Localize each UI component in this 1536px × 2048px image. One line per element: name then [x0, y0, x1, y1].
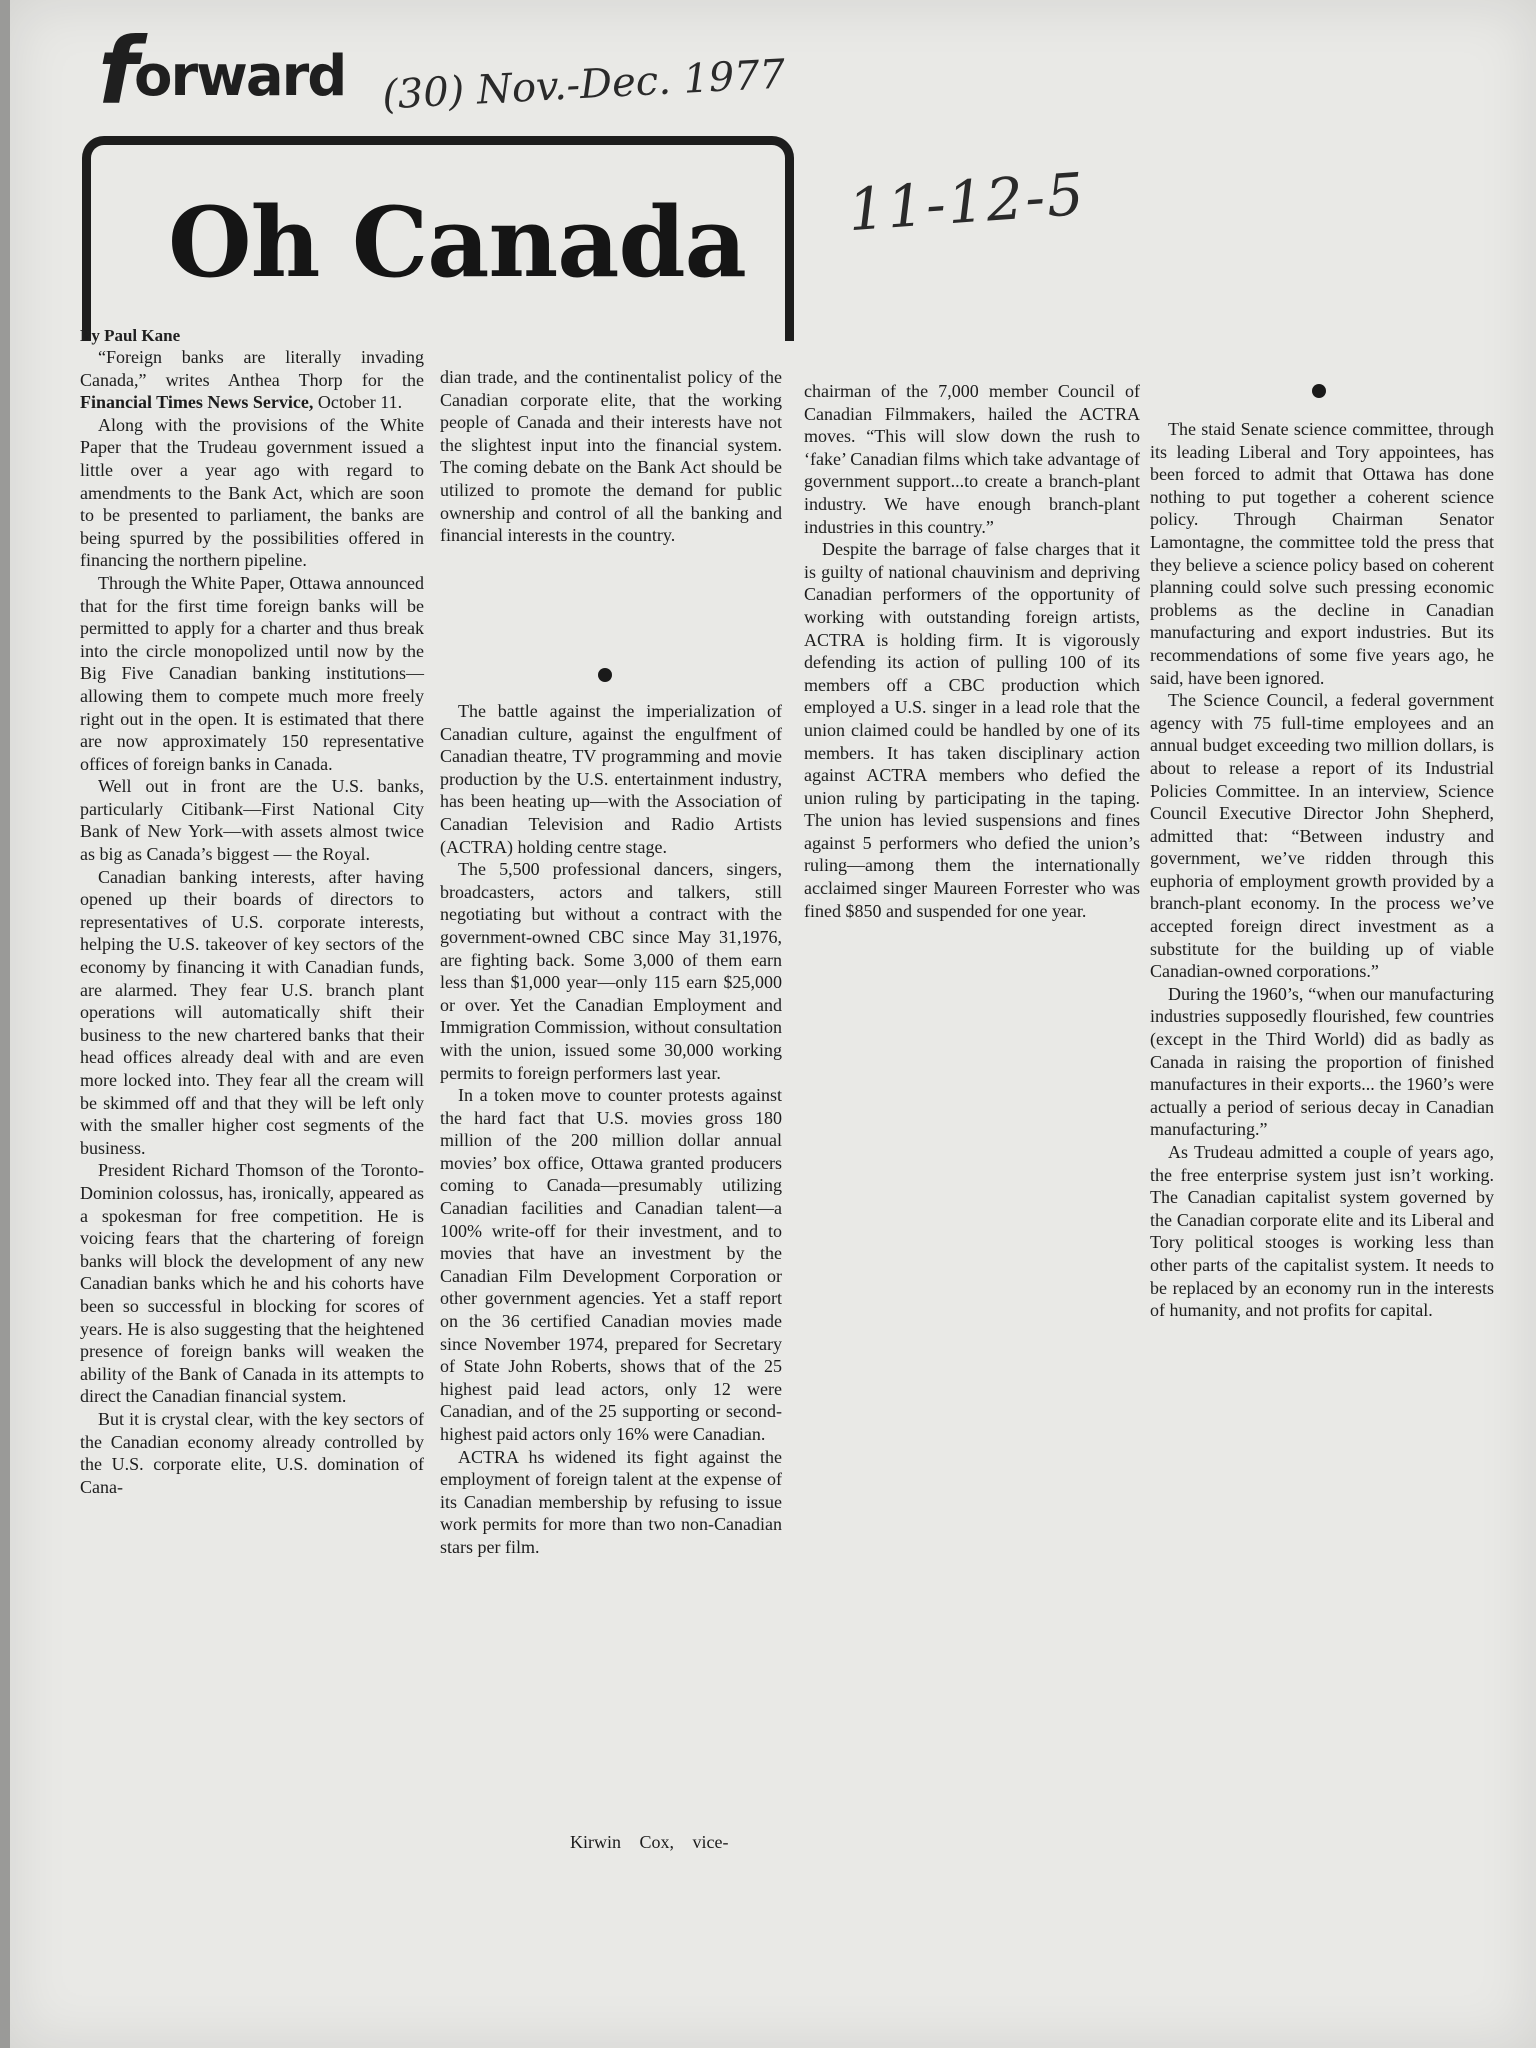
col2-para: The battle against the imperialization of Canadian culture, against the engulfment of Canadian theatre, TV programming and movie production by the U.S. entertainment industry, has been heating up—with the Association of Canadian Television and Radio Artists (ACTRA) holding centre stage.: [440, 701, 782, 857]
article-column-3: [804, 380, 1140, 922]
col4-para: The Science Council, a federal government agency with 75 full-time employees and an annual budget exceeding two million dollars, is about to release a report of its Industrial Policies Committee. In an interview, Science Council Executive Director John Shepherd, admitted that: “Between industry and government, we’ve ridden through this euphoria of employment growth provided by a branch-plant economy. In the process we’ve accepted foreign direct investment as a substitute for the building up of viable Canadian-owned corporations.”: [1150, 690, 1494, 982]
section-bullet: [1312, 384, 1326, 398]
article-headline: Oh Canada: [168, 186, 746, 299]
article-column-1: [80, 346, 424, 1498]
col3-para: chairman of the 7,000 member Council of Canadian Filmmakers, hailed the ACTRA moves. “This will slow down the rush to ‘fake’ Canadian films which take advantage of government support...to create a branch-plant industry. We have enough branch-plant industries in this country.”: [804, 381, 1140, 537]
col2-para: The 5,500 professional dancers, singers, broadcasters, actors and talkers, still negotiating but without a contract with the government-owned CBC since May 31,1976, are fighting back. Some 3,000 of them earn less than $1,000 year—only 115 earn $25,000 or over. Yet the Canadian Employment and Immigration Commission, without consultation with the union, issued some 30,000 working permits to foreign performers last year.: [440, 859, 782, 1083]
col1-para: President Richard Thomson of the Toronto-Dominion colossus, has, ironically, appeared as a spokesman for free competition. He is voicing fears that the chartering of foreign banks will block the development of any new Canadian banks which he and his cohorts have been so successful in blocking for scores of years. He is also suggesting that the heightened presence of foreign banks will weaken the ability of the Bank of Canada in its attempts to direct the Canadian financial system.: [80, 1160, 424, 1407]
col2-para: ACTRA hs widened its fight against the employment of foreign talent at the expense of its Canadian membership by refusing to issue work permits for more than two non-Canadian stars per film.: [440, 1446, 782, 1557]
col4-para: As Trudeau admitted a couple of years ago, the free enterprise system just isn’t working. The Canadian capitalist system governed by the Canadian corporate elite and its Liberal and Tory political stooges is working less than other parts of the capitalist system. It needs to be replaced by an economy run in the interests of humanity, and not profits for capital.: [1150, 1142, 1494, 1321]
source-name: Financial Times News Service,: [80, 392, 314, 413]
section-bullet: [598, 668, 612, 682]
col1-para: Well out in front are the U.S. banks, particularly Citibank—First National City Bank of New York—with assets almost twice as big as Canada’s biggest — the Royal.: [80, 776, 424, 865]
col1-para: Along with the provisions of the White Paper that the Trudeau government issued a little over a year ago with regard to amendments to the Bank Act, which are soon to be presented to parliament, the banks are being spurred by the possibilities offered in financing the northern pipeline.: [80, 414, 424, 571]
col2-para: In a token move to counter protests against the hard fact that U.S. movies gross 180 million of the 200 million dollar annual movies’ box office, Ottawa granted producers coming to Canada—presumably utilizing Canadian facilities and Canadian talent—a 100% write-off for their investment, and to movies that have an investment by the Canadian Film Development Corporation or other government agencies. Yet a staff report on the 36 certified Canadian movies made since November 1974, prepared for Secretary of State John Roberts, shows that of the 25 highest paid lead actors, only 12 were Canadian, and of the 25 supporting or second-highest paid actors only 16% were Canadian.: [440, 1085, 782, 1444]
col1-para-lede: “Foreign banks are literally invading Canada,” writes Anthea Thorp for the Financial Times News Service, October 11.: [80, 347, 424, 413]
handwritten-issue-note: (30) Nov.-Dec. 1977: [381, 51, 787, 119]
publication-masthead: [98, 18, 345, 125]
article-column-2: [440, 700, 782, 1559]
col4-para: During the 1960’s, “when our manufacturing industries supposedly flourished, few countries (except in the Third World) did as badly as Canada in raising the proportion of finished manufactures in their exports... the 1960’s were actually a period of serious decay in Canadian manufacturing.”: [1150, 983, 1494, 1140]
col1-para: Through the White Paper, Ottawa announced that for the first time foreign banks will be permitted to apply for a charter and thus break into the circle monopolized until now by the Big Five Canadian banking institutions—allowing them to compete much more freely right out in the open. It is estimated that there are now approximately 150 representative offices of foreign banks in Canada.: [80, 572, 424, 774]
masthead-initial: f: [98, 18, 135, 125]
article-column-4: [1150, 418, 1494, 1322]
handwritten-file-code: 11-12-5: [845, 159, 1088, 245]
newspaper-clipping: [10, 0, 1536, 2048]
col4-para: The staid Senate science committee, through its leading Liberal and Tory appointees, has been forced to admit that Ottawa has done nothing to put together a coherent science policy. Through Chairman Senator Lamontagne, the committee told the press that they believe a science policy based on coherent planning could solve such pressing economic problems as the decline in Canadian manufacturing and export industries. But its recommendations of some five years ago, he said, have been ignored.: [1150, 419, 1494, 688]
masthead-rest: orward: [134, 44, 346, 109]
col3-para: Despite the barrage of false charges that it is guilty of national chauvinism and depriving Canadian performers of the opportunity of working with outstanding foreign artists, ACTRA is holding firm. It is vigorously defending its action of pulling 100 of its members off a CBC production which employed a U.S. singer in a lead role that the union claimed could be handled by one of its members. It has taken disciplinary action against ACTRA members who defied the union ruling by participating in the taping. The union has levied suspensions and fines against 5 performers who defied the union’s ruling—among them the internationally acclaimed singer Maureen Forrester who was fined $850 and suspended for one year.: [804, 539, 1140, 921]
article-column-2-top: [440, 366, 782, 547]
contributor-signoff: Kirwin Cox, vice-: [570, 1832, 729, 1852]
article-byline: By Paul Kane: [80, 326, 181, 345]
col1-para: But it is crystal clear, with the key sectors of the Canadian economy already controlled by the U.S. corporate elite, U.S. domination of Cana-: [80, 1408, 424, 1497]
col2-para-continued: dian trade, and the continentalist policy of the Canadian corporate elite, that the working people of Canada and their interests have not the slightest input into the financial system. The coming debate on the Bank Act should be utilized to promote the demand for public ownership and control of all the banking and financial interests in the country.: [440, 367, 782, 546]
col1-para: Canadian banking interests, after having opened up their boards of directors to representatives of U.S. corporate interests, helping the U.S. takeover of key sectors of the economy by financing it with Canadian funds, are alarmed. They fear U.S. branch plant operations will automatically shift their business to the new chartered banks that their head offices already deal with and are even more locked into. They fear all the cream will be skimmed off and that they will be left only with the smaller higher cost segments of the business.: [80, 866, 424, 1158]
